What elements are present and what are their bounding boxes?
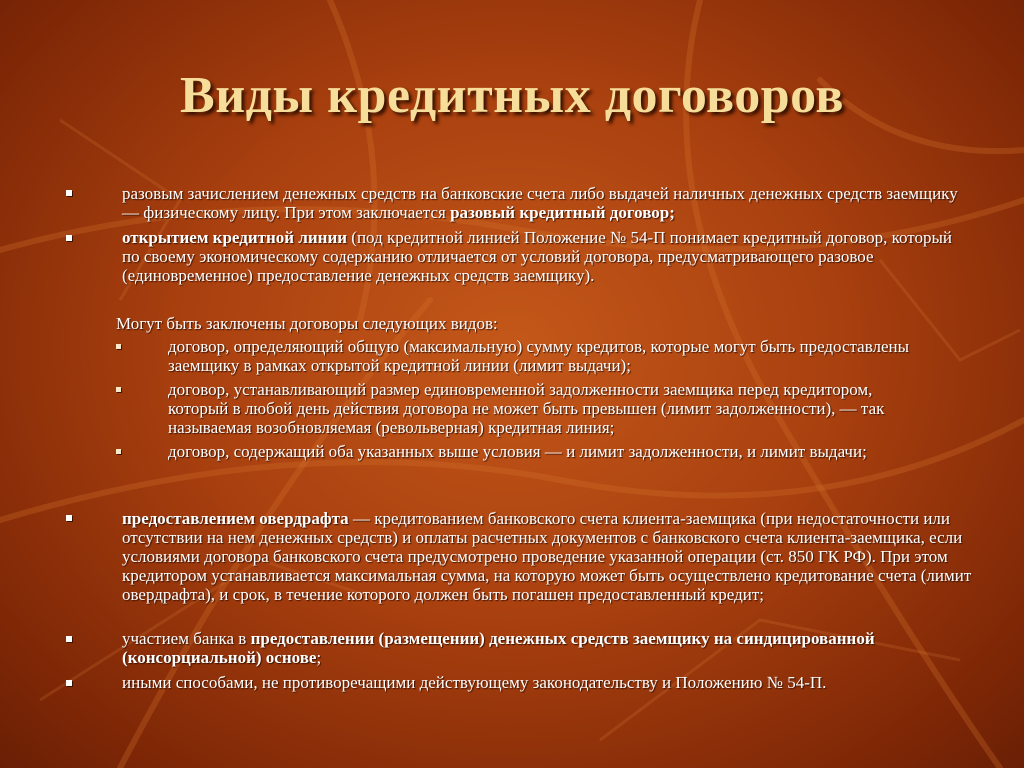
sub-list-item: договор, содержащий оба указанных выше условия — и лимит задолженности, и лимит выдачи;: [168, 442, 867, 461]
list-item-overdraft: [122, 509, 972, 604]
item-text: ;: [316, 648, 322, 667]
bullet-marker: [66, 515, 72, 521]
bullet-marker: [66, 636, 72, 642]
item-text: — кредитованием банковского счета клиента-заемщика (при недостаточности или отсутствии на нем денежных средств) и оплаты расчетных документов с банковского счета клиента-заемщика, если условиями договора банковского счета предусмотрено проведение указанной операции (ст. 850 ГК РФ). При этом кредитором устанавливается максимальная сумма, на которую может быть осуществлено кредитование счета (лимит овердрафта), и срок, в течение которого должен быть погашен предоставленный кредит;: [122, 509, 972, 604]
sub-bullet-marker: [116, 344, 121, 349]
slide-title: Виды кредитных договоров: [180, 67, 844, 124]
item-bold-text: разовый кредитный договор;: [450, 203, 675, 222]
item-bold-text: предоставлении (размещении) денежных средств заемщику на синдицированной (консорциальной) основе: [122, 629, 875, 667]
list-item-other-methods: иными способами, не противоречащими действующему законодательству и Положению № 54-П.: [122, 673, 827, 692]
sub-bullet-marker: [116, 387, 121, 392]
bullet-marker: [66, 235, 72, 241]
intro-paragraph: Могут быть заключены договоры следующих видов:: [116, 314, 498, 333]
list-item-one-time-credit: [122, 184, 967, 222]
item-bold-text: предоставлением овердрафта: [122, 509, 349, 528]
bullet-marker: [66, 190, 72, 196]
sub-list-item: договор, определяющий общую (максимальную) сумму кредитов, которые могут быть предоставлены заемщику в рамках открытой кредитной линии (лимит выдачи);: [168, 337, 910, 375]
list-item-syndicated: [122, 629, 972, 667]
list-item-credit-line: [122, 228, 972, 285]
bullet-marker: [66, 680, 72, 686]
sub-bullet-marker: [116, 449, 121, 454]
item-bold-text: открытием кредитной линии: [122, 228, 348, 247]
item-text: участием банка в: [122, 629, 251, 648]
item-text: разовым зачислением денежных средств на банковские счета либо выдачей наличных денежных средств заемщику — физическому лицу. При этом заключается: [122, 184, 958, 222]
item-text: (под кредитной линией Положение № 54-П понимает кредитный договор, который по своему экономическому содержанию отличается от условий договора, предусматривающего разовое (единовременное) предоставление денежных средств заемщику).: [122, 228, 952, 285]
sub-list-item: договор, устанавливающий размер единовременной задолженности заемщика перед кредитором, который в любой день действия договора не может быть превышен (лимит задолженности), — так называемая возобновляемая (револьверная) кредитная линия;: [168, 380, 885, 437]
